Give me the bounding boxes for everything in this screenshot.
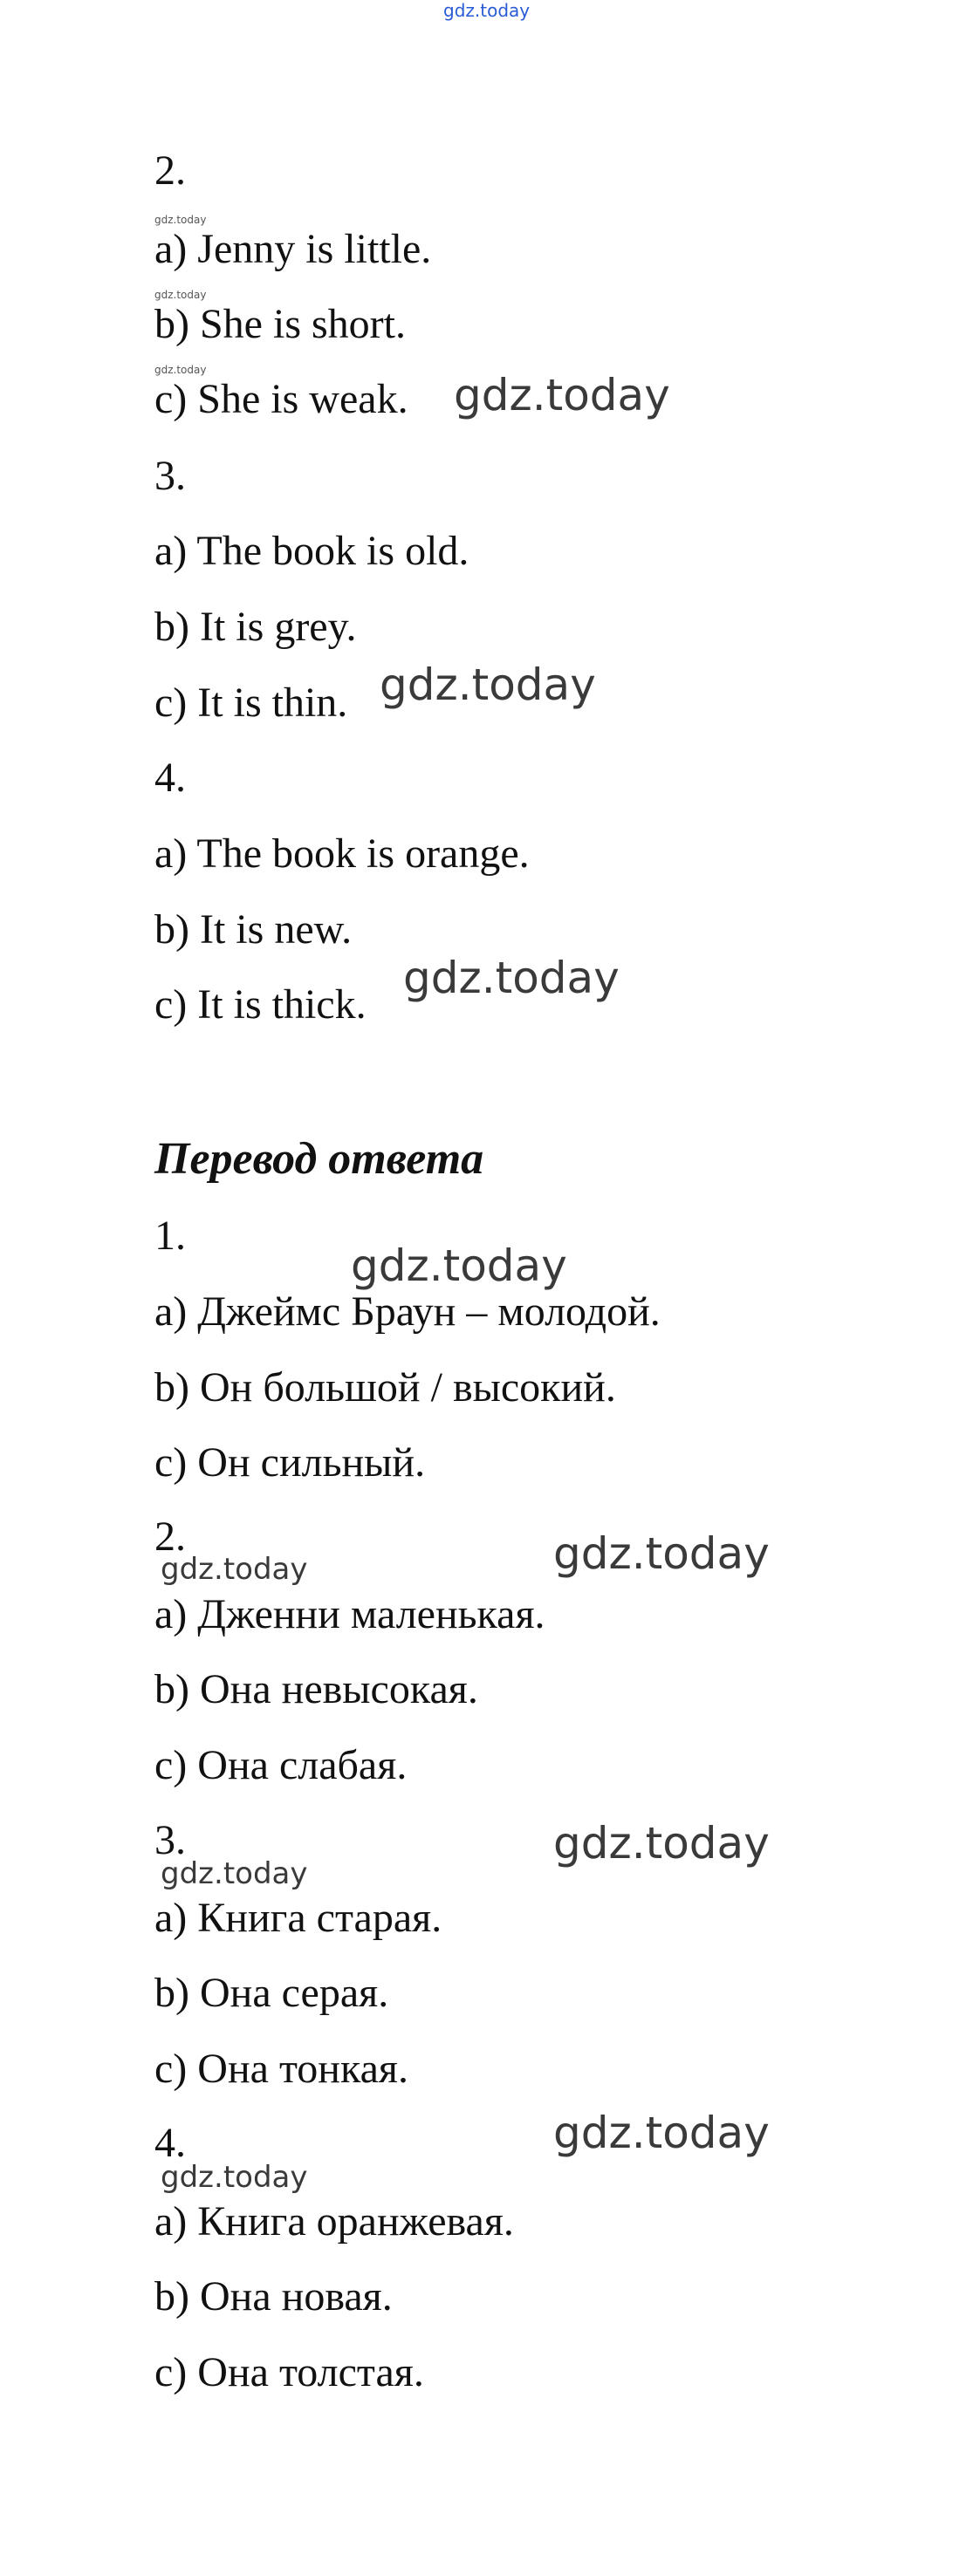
answer-line: c) Она тонкая. [154, 2046, 408, 2092]
answer-line: b) It is new. [154, 906, 353, 953]
answer-line: b) Она серая. [154, 1970, 389, 2016]
section-number-3: 3. [154, 453, 186, 499]
watermark-tiny: gdz.today [154, 364, 207, 376]
section-number-1: 1. [154, 1213, 186, 1259]
watermark-tiny: gdz.today [154, 289, 207, 301]
answer-line: a) Дженни маленькая. [154, 1591, 545, 1637]
watermark: gdz.today [161, 1552, 308, 1587]
answer-line: c) She is weak. [154, 376, 408, 422]
answer-line: a) The book is orange. [154, 830, 530, 877]
translation-heading: Перевод ответа [154, 1134, 484, 1184]
section-number-2: 2. [154, 147, 186, 194]
answer-line: a) Книга оранжевая. [154, 2198, 514, 2245]
section-number-3: 3. [154, 1817, 186, 1863]
answer-line: b) Он большой / высокий. [154, 1364, 616, 1411]
watermark-tiny: gdz.today [154, 214, 207, 226]
answer-line: b) Она невысокая. [154, 1666, 478, 1712]
answer-line: b) She is short. [154, 301, 406, 347]
section-number-4: 4. [154, 2120, 186, 2166]
answer-line: a) Книга старая. [154, 1895, 442, 1941]
section-number-2: 2. [154, 1513, 186, 1560]
answer-line: b) It is grey. [154, 604, 357, 650]
watermark: gdz.today [553, 2108, 770, 2158]
answer-line: c) It is thick. [154, 981, 367, 1028]
answer-line: b) Она новая. [154, 2273, 393, 2320]
answer-line: a) Джеймс Браун – молодой. [154, 1288, 661, 1335]
watermark: gdz.today [161, 1856, 308, 1891]
watermark: gdz.today [553, 1528, 770, 1579]
answer-line: a) Jenny is little. [154, 226, 432, 272]
answer-line: c) It is thin. [154, 680, 348, 726]
watermark: gdz.today [454, 370, 670, 420]
watermark-top: gdz.today [443, 0, 531, 21]
watermark: gdz.today [553, 1818, 770, 1869]
watermark: gdz.today [380, 659, 596, 710]
answer-line: c) Он сильный. [154, 1439, 426, 1486]
section-number-4: 4. [154, 755, 186, 801]
watermark: gdz.today [403, 953, 620, 1003]
answer-line: c) Она слабая. [154, 1742, 408, 1788]
answer-line: c) Она толстая. [154, 2349, 424, 2395]
watermark: gdz.today [351, 1240, 567, 1291]
watermark: gdz.today [161, 2160, 308, 2195]
answer-line: a) The book is old. [154, 528, 469, 574]
